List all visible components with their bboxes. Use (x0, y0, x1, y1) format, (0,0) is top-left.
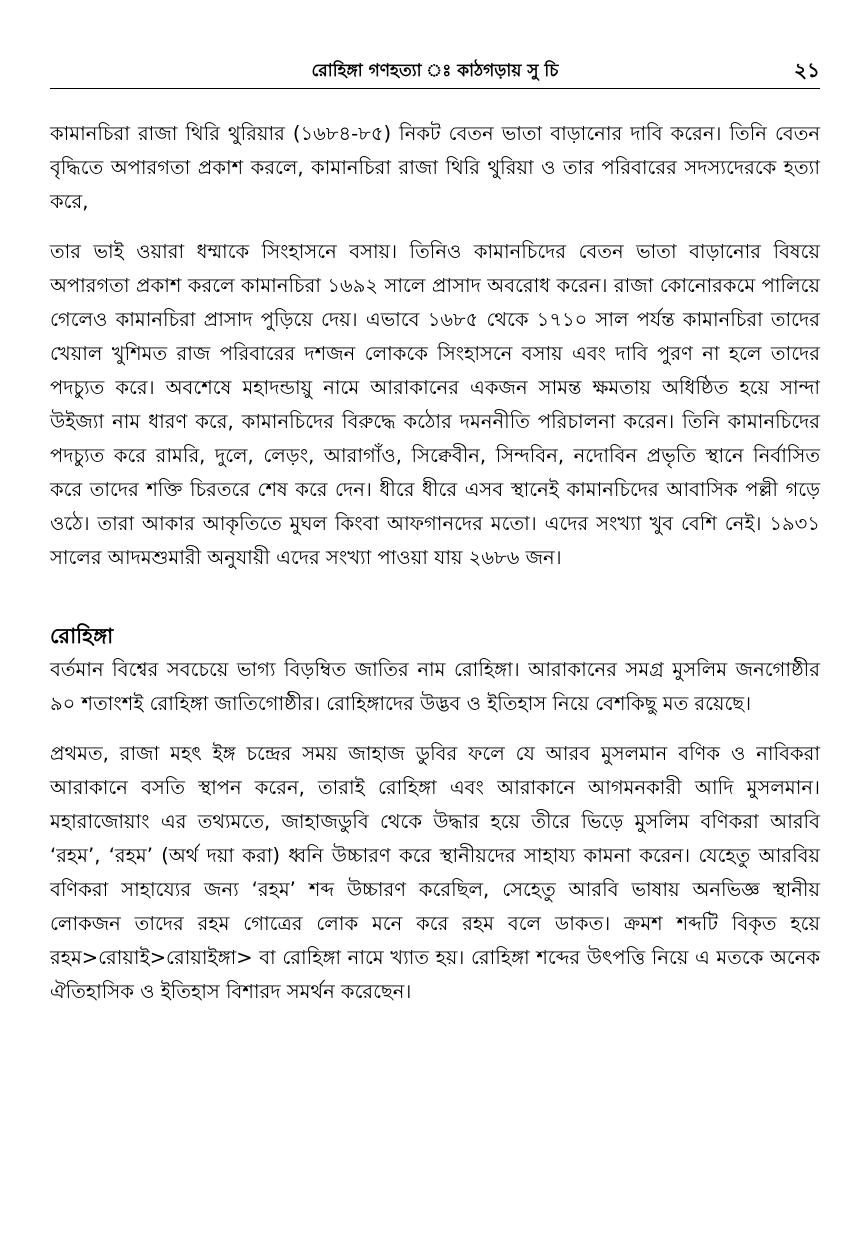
paragraph-rohingya-origin: প্রথমত, রাজা মহৎ ইঙ্গ চন্দ্রের সময় জাহাজ ডুবির ফলে যে আরব মুসলমান বণিক ও নাবিকরা আরাকানে বসতি স্থাপন করেন, তারাই রোহিঙ্গা এবং আরাকানে আগমনকারী আদি মুসলমান। মহারাজোয়াং এর তথ্যমতে, জাহাজডুবি থেকে উদ্ধার হয়ে তীরে ভিড়ে মুসলিম বণিকরা আরবি ‘রহম’, ‘রহম’ (অর্থ দয়া করা) ধ্বনি উচ্চারণ করে স্থানীয়দের সাহায্য কামনা করেন। যেহেতু আরবিয় বণিকরা সাহায্যের জন্য ‘রহম’ শব্দ উচ্চারণ করেছিল, সেহেতু আরবি ভাষায় অনভিজ্ঞ স্থানীয় লোকজন তাদের রহম গোত্রের লোক মনে করে রহম বলে ডাকত। ক্রমশ শব্দটি বিকৃত হয়ে রহম>রোয়াই>রোয়াইঙ্গা> বা রোহিঙ্গা নামে খ্যাত হয়। রোহিঙ্গা শব্দের উৎপত্তি নিয়ে এ মতকে অনেক ঐতিহাসিক ও ইতিহাস বিশারদ সমর্থন করেছেন। (50, 742, 820, 1003)
paragraph-kamanchi-1: কামানচিরা রাজা থিরি থুরিয়ার (১৬৮৪-৮৫) নিকট বেতন ভাতা বাড়ানোর দাবি করেন। তিনি বেতন বৃদ্ধিতে অপারগতা প্রকাশ করলে, কামানচিরা রাজা থিরি থুরিয়া ও তার পরিবারের সদস্যদেরকে হত্যা করে, (50, 122, 820, 213)
page-number: ২১ (794, 58, 820, 82)
section-heading-rohingya: রোহিঙ্গা (50, 624, 114, 648)
book-page (50, 52, 820, 1025)
running-header (50, 52, 820, 89)
paragraph-rohingya-intro: বর্তমান বিশ্বের সবচেয়ে ভাগ্য বিড়ম্বিত জাতির নাম রোহিঙ্গা। আরাকানের সমগ্র মুসলিম জনগোষ্ঠীর ৯০ শতাংশই রোহিঙ্গা জাতিগোষ্ঠীর। রোহিঙ্গাদের উদ্ভব ও ইতিহাস নিয়ে বেশকিছু মত রয়েছে। (50, 658, 820, 715)
running-header-title: রোহিঙ্গা গণহত্যা ঃ কাঠগড়ায় সু চি (311, 61, 559, 81)
paragraph-kamanchi-2: তার ভাই ওয়ারা ধম্মাকে সিংহাসনে বসায়। তিনিও কামানচিদের বেতন ভাতা বাড়ানোর বিষয়ে অপারগতা প্রকাশ করলে কামানচিরা ১৬৯২ সালে প্রাসাদ অবরোধ করেন। রাজা কোনোরকমে পালিয়ে গেলেও কামানচিরা প্রাসাদ পুড়িয়ে দেয়। এভাবে ১৬৮৫ থেকে ১৭১০ সাল পর্যন্ত কামানচিরা তাদের খেয়াল খুশিমত রাজ পরিবারের দশজন লোককে সিংহাসনে বসায় এবং দাবি পুরণ না হলে তাদের পদচ্যুত করে। অবশেষে মহাদন্ডায়ু নামে আরাকানের একজন সামন্ত ক্ষমতায় অধিষ্ঠিত হয়ে সান্দা উইজ্যা নাম ধারণ করে, কামানচিদের বিরুদ্ধে কঠোর দমননীতি পরিচালনা করেন। তিনি কামানচিদের পদচ্যুত করে রামরি, দুলে, লেড়ং, আরাগাঁও, সিক্বেবীন, সিন্দবিন, নদোবিন প্রভৃতি স্থানে নির্বাসিত করে তাদের শক্তি চিরতরে শেষ করে দেন। ধীরে ধীরে এসব স্থানেই কামানচিদের আবাসিক পল্লী গড়ে ওঠে। তারা আকার আকৃতিতে মুঘল কিংবা আফগানদের মতো। এদের সংখ্যা খুব বেশি নেই। ১৯৩১ সালের আদমশুমারী অনুযায়ী এদের সংখ্যা পাওয়া যায় ২৬৮৬ জন। (50, 240, 820, 569)
